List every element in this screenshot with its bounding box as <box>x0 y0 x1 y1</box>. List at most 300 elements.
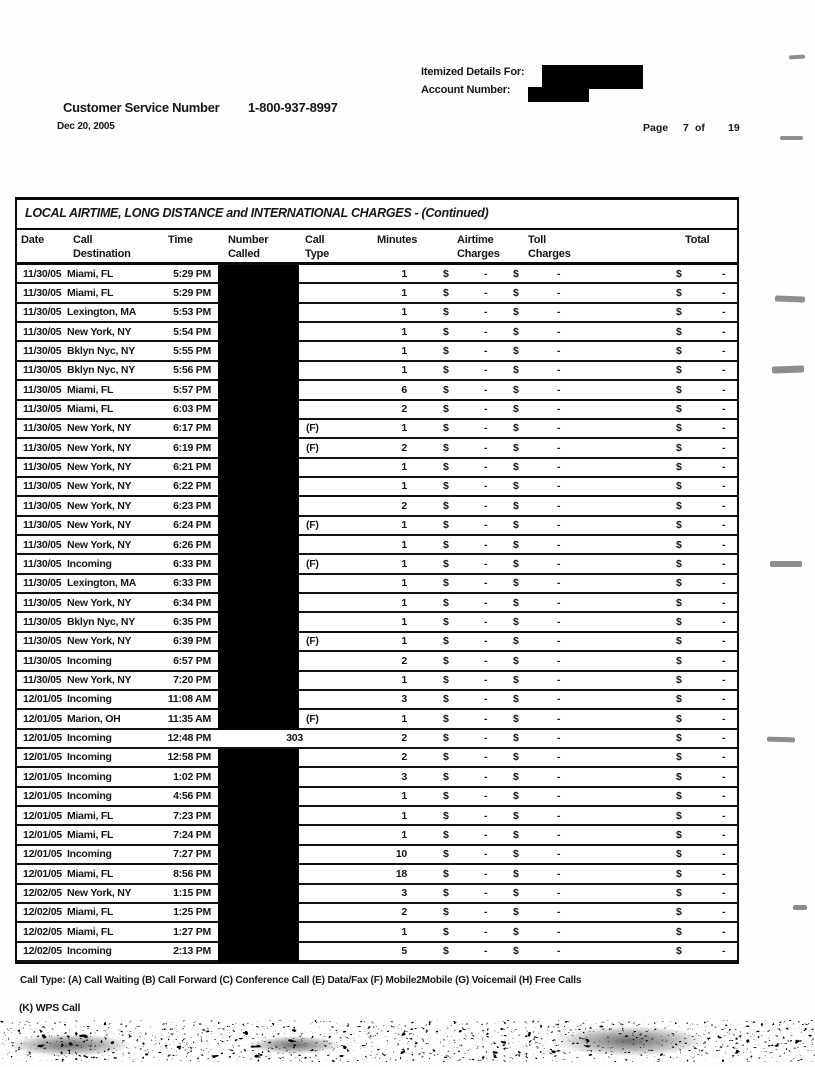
call-type-cell: (F) <box>306 422 319 435</box>
airtime-currency: $ <box>443 422 449 435</box>
total-currency: $ <box>676 344 682 357</box>
airtime-currency: $ <box>443 809 449 822</box>
destination-cell: Miami, FL <box>67 828 114 841</box>
scan-artifact <box>789 54 805 59</box>
total-currency: $ <box>676 557 682 570</box>
airtime-currency: $ <box>443 906 449 919</box>
minutes-cell: 1 <box>401 306 407 319</box>
time-cell: 6:23 PM <box>173 499 211 512</box>
time-cell: 6:17 PM <box>173 422 211 435</box>
date-cell: 11/30/05 <box>23 538 62 551</box>
total-amount: - <box>722 344 726 357</box>
time-cell: 6:33 PM <box>173 577 211 590</box>
minutes-cell: 1 <box>401 538 407 551</box>
scanner-noise-band <box>0 1014 815 1062</box>
col-header-number-line1: Number <box>228 234 269 246</box>
toll-currency: $ <box>513 925 519 938</box>
total-currency: $ <box>676 267 682 280</box>
total-currency: $ <box>676 441 682 454</box>
toll-amount: - <box>557 306 561 319</box>
minutes-cell: 2 <box>401 906 407 919</box>
airtime-amount: - <box>484 945 488 958</box>
destination-cell: New York, NY <box>67 538 132 551</box>
destination-cell: New York, NY <box>67 519 132 532</box>
toll-amount: - <box>557 519 561 532</box>
time-cell: 6:34 PM <box>173 596 211 609</box>
call-type-cell: (F) <box>306 635 319 648</box>
minutes-cell: 2 <box>401 751 407 764</box>
airtime-amount: - <box>484 267 488 280</box>
toll-currency: $ <box>513 461 519 474</box>
total-currency: $ <box>676 403 682 416</box>
col-header-time: Time <box>168 234 193 246</box>
total-amount: - <box>722 557 726 570</box>
total-amount: - <box>722 712 726 725</box>
toll-currency: $ <box>513 557 519 570</box>
customer-service-label: Customer Service Number <box>63 100 220 115</box>
toll-amount: - <box>557 751 561 764</box>
toll-amount: - <box>557 403 561 416</box>
table-row <box>17 478 737 497</box>
airtime-currency: $ <box>443 615 449 628</box>
toll-amount: - <box>557 441 561 454</box>
toll-amount: - <box>557 906 561 919</box>
time-cell: 7:23 PM <box>173 809 211 822</box>
date-cell: 11/30/05 <box>23 383 62 396</box>
toll-amount: - <box>557 925 561 938</box>
minutes-cell: 1 <box>401 635 407 648</box>
date-cell: 12/01/05 <box>23 809 62 822</box>
table-row <box>17 555 737 574</box>
time-cell: 5:56 PM <box>173 364 211 377</box>
destination-cell: Bklyn Nyc, NY <box>67 344 135 357</box>
minutes-cell: 1 <box>401 712 407 725</box>
total-amount: - <box>722 615 726 628</box>
toll-amount: - <box>557 693 561 706</box>
airtime-currency: $ <box>443 712 449 725</box>
date-cell: 11/30/05 <box>23 577 62 590</box>
total-currency: $ <box>676 770 682 783</box>
toll-amount: - <box>557 945 561 958</box>
scan-artifact <box>770 561 802 567</box>
airtime-currency: $ <box>443 945 449 958</box>
total-amount: - <box>722 422 726 435</box>
toll-currency: $ <box>513 306 519 319</box>
table-header-row <box>17 230 737 265</box>
date-cell: 12/01/05 <box>23 732 62 745</box>
toll-currency: $ <box>513 828 519 841</box>
wps-call-note: (K) WPS Call <box>19 1002 81 1014</box>
date-cell: 11/30/05 <box>23 674 62 687</box>
total-currency: $ <box>676 499 682 512</box>
destination-cell: Miami, FL <box>67 809 114 822</box>
date-cell: 11/30/05 <box>23 596 62 609</box>
toll-currency: $ <box>513 519 519 532</box>
destination-cell: Miami, FL <box>67 403 114 416</box>
airtime-amount: - <box>484 441 488 454</box>
airtime-currency: $ <box>443 693 449 706</box>
destination-cell: New York, NY <box>67 596 132 609</box>
destination-cell: Incoming <box>67 751 112 764</box>
total-currency: $ <box>676 674 682 687</box>
minutes-cell: 1 <box>401 828 407 841</box>
table-row <box>17 943 737 962</box>
destination-cell: New York, NY <box>67 461 132 474</box>
date-cell: 11/30/05 <box>23 325 62 338</box>
toll-currency: $ <box>513 364 519 377</box>
date-cell: 11/30/05 <box>23 403 62 416</box>
date-cell: 12/01/05 <box>23 790 62 803</box>
toll-currency: $ <box>513 577 519 590</box>
destination-cell: Miami, FL <box>67 906 114 919</box>
time-cell: 5:29 PM <box>173 286 211 299</box>
airtime-currency: $ <box>443 770 449 783</box>
time-cell: 6:39 PM <box>173 635 211 648</box>
destination-cell: Lexington, MA <box>67 306 137 319</box>
airtime-currency: $ <box>443 674 449 687</box>
minutes-cell: 3 <box>401 770 407 783</box>
total-amount: - <box>722 364 726 377</box>
call-type-cell: (F) <box>306 441 319 454</box>
destination-cell: Marion, OH <box>67 712 121 725</box>
table-row <box>17 788 737 807</box>
time-cell: 6:35 PM <box>173 615 211 628</box>
destination-cell: Incoming <box>67 654 112 667</box>
date-cell: 11/30/05 <box>23 286 62 299</box>
destination-cell: Miami, FL <box>67 925 114 938</box>
toll-amount: - <box>557 577 561 590</box>
number-called-cell: 303 <box>286 732 303 745</box>
total-amount: - <box>722 499 726 512</box>
airtime-currency: $ <box>443 519 449 532</box>
toll-currency: $ <box>513 422 519 435</box>
total-amount: - <box>722 674 726 687</box>
total-currency: $ <box>676 654 682 667</box>
minutes-cell: 1 <box>401 422 407 435</box>
table-row <box>17 652 737 671</box>
airtime-amount: - <box>484 925 488 938</box>
total-currency: $ <box>676 577 682 590</box>
airtime-currency: $ <box>443 344 449 357</box>
airtime-amount: - <box>484 557 488 570</box>
date-cell: 11/30/05 <box>23 480 62 493</box>
total-currency: $ <box>676 693 682 706</box>
time-cell: 12:58 PM <box>167 751 211 764</box>
time-cell: 5:53 PM <box>173 306 211 319</box>
table-row <box>17 401 737 420</box>
total-currency: $ <box>676 422 682 435</box>
scan-artifact <box>772 365 804 373</box>
toll-currency: $ <box>513 867 519 880</box>
toll-amount: - <box>557 325 561 338</box>
date-cell: 12/01/05 <box>23 770 62 783</box>
total-currency: $ <box>676 306 682 319</box>
minutes-cell: 1 <box>401 790 407 803</box>
destination-cell: Incoming <box>67 732 112 745</box>
toll-amount: - <box>557 267 561 280</box>
date-cell: 12/02/05 <box>23 887 62 899</box>
airtime-amount: - <box>484 635 488 648</box>
airtime-currency: $ <box>443 887 449 899</box>
airtime-amount: - <box>484 499 488 512</box>
col-header-toll-charges <box>528 234 571 261</box>
table-row <box>17 691 737 710</box>
toll-currency: $ <box>513 286 519 299</box>
total-currency: $ <box>676 286 682 299</box>
account-number-label: Account Number: <box>421 84 511 96</box>
total-amount: - <box>722 267 726 280</box>
noise-blob <box>10 1034 130 1056</box>
total-amount: - <box>722 577 726 590</box>
date-cell: 12/01/05 <box>23 867 62 880</box>
destination-cell: New York, NY <box>67 499 132 512</box>
col-header-destination-line1: Call <box>73 234 93 246</box>
toll-currency: $ <box>513 403 519 416</box>
time-cell: 2:13 PM <box>173 945 211 958</box>
table-row <box>17 923 737 942</box>
scan-artifact <box>793 905 807 910</box>
col-header-type-line2: Type <box>305 247 330 260</box>
toll-currency: $ <box>513 325 519 338</box>
table-row <box>17 342 737 361</box>
toll-amount: - <box>557 790 561 803</box>
toll-currency: $ <box>513 383 519 396</box>
date-cell: 11/30/05 <box>23 364 62 377</box>
col-header-destination <box>73 234 131 261</box>
toll-amount: - <box>557 674 561 687</box>
col-header-toll-line1: Toll <box>528 234 546 246</box>
date-cell: 11/30/05 <box>23 519 62 532</box>
time-cell: 11:08 AM <box>167 693 211 706</box>
call-type-cell: (F) <box>306 712 319 725</box>
time-cell: 7:27 PM <box>173 848 211 861</box>
date-cell: 11/30/05 <box>23 499 62 512</box>
itemized-details-label: Itemized Details For: <box>421 66 525 78</box>
call-type-legend: Call Type: (A) Call Waiting (B) Call Forward (C) Conference Call (E) Data/Fax (F) Mobile2Mobile (G) Voicemail (H) Free Calls <box>20 975 582 986</box>
destination-cell: New York, NY <box>67 635 132 648</box>
noise-blob <box>555 1026 705 1056</box>
date-cell: 11/30/05 <box>23 461 62 474</box>
time-cell: 12:48 PM <box>167 732 211 745</box>
airtime-amount: - <box>484 538 488 551</box>
scan-artifact <box>767 737 795 743</box>
airtime-currency: $ <box>443 732 449 745</box>
table-row <box>17 439 737 458</box>
destination-cell: Incoming <box>67 848 112 861</box>
col-header-minutes: Minutes <box>377 234 418 246</box>
minutes-cell: 2 <box>401 441 407 454</box>
airtime-amount: - <box>484 906 488 919</box>
destination-cell: Incoming <box>67 790 112 803</box>
toll-currency: $ <box>513 809 519 822</box>
date-cell: 11/30/05 <box>23 615 62 628</box>
minutes-cell: 1 <box>401 674 407 687</box>
time-cell: 6:26 PM <box>173 538 211 551</box>
date-cell: 12/02/05 <box>23 906 62 919</box>
time-cell: 5:29 PM <box>173 267 211 280</box>
airtime-currency: $ <box>443 596 449 609</box>
airtime-amount: - <box>484 693 488 706</box>
total-currency: $ <box>676 848 682 861</box>
total-currency: $ <box>676 790 682 803</box>
minutes-cell: 2 <box>401 499 407 512</box>
total-amount: - <box>722 325 726 338</box>
airtime-currency: $ <box>443 441 449 454</box>
total-amount: - <box>722 828 726 841</box>
airtime-currency: $ <box>443 461 449 474</box>
airtime-amount: - <box>484 654 488 667</box>
toll-currency: $ <box>513 538 519 551</box>
minutes-cell: 1 <box>401 519 407 532</box>
time-cell: 6:03 PM <box>173 403 211 416</box>
table-row <box>17 672 737 691</box>
toll-amount: - <box>557 461 561 474</box>
toll-amount: - <box>557 848 561 861</box>
toll-amount: - <box>557 615 561 628</box>
col-header-toll-line2: Charges <box>528 247 571 260</box>
table-row <box>17 865 737 884</box>
toll-currency: $ <box>513 480 519 493</box>
total-currency: $ <box>676 364 682 377</box>
airtime-currency: $ <box>443 790 449 803</box>
airtime-currency: $ <box>443 751 449 764</box>
date-cell: 12/01/05 <box>23 848 62 861</box>
airtime-amount: - <box>484 519 488 532</box>
toll-currency: $ <box>513 615 519 628</box>
toll-amount: - <box>557 770 561 783</box>
table-row <box>17 826 737 845</box>
total-amount: - <box>722 867 726 880</box>
airtime-currency: $ <box>443 403 449 416</box>
minutes-cell: 1 <box>401 480 407 493</box>
airtime-amount: - <box>484 596 488 609</box>
time-cell: 8:56 PM <box>173 867 211 880</box>
date-cell: 11/30/05 <box>23 422 62 435</box>
minutes-cell: 1 <box>401 809 407 822</box>
minutes-cell: 3 <box>401 693 407 706</box>
toll-currency: $ <box>513 499 519 512</box>
time-cell: 1:25 PM <box>173 906 211 919</box>
toll-currency: $ <box>513 596 519 609</box>
total-currency: $ <box>676 461 682 474</box>
toll-amount: - <box>557 364 561 377</box>
total-amount: - <box>722 461 726 474</box>
destination-cell: New York, NY <box>67 887 132 899</box>
minutes-cell: 1 <box>401 267 407 280</box>
toll-currency: $ <box>513 712 519 725</box>
table-row <box>17 517 737 536</box>
destination-cell: Incoming <box>67 770 112 783</box>
minutes-cell: 2 <box>401 403 407 416</box>
time-cell: 6:33 PM <box>173 557 211 570</box>
destination-cell: Miami, FL <box>67 286 114 299</box>
toll-amount: - <box>557 538 561 551</box>
date-cell: 12/01/05 <box>23 751 62 764</box>
toll-currency: $ <box>513 635 519 648</box>
airtime-currency: $ <box>443 867 449 880</box>
table-row <box>17 304 737 323</box>
total-amount: - <box>722 519 726 532</box>
total-currency: $ <box>676 906 682 919</box>
total-amount: - <box>722 732 726 745</box>
total-currency: $ <box>676 519 682 532</box>
table-row <box>17 497 737 516</box>
toll-amount: - <box>557 887 561 899</box>
toll-amount: - <box>557 828 561 841</box>
toll-currency: $ <box>513 751 519 764</box>
airtime-amount: - <box>484 732 488 745</box>
total-currency: $ <box>676 480 682 493</box>
redaction-box-customer-name <box>542 65 643 89</box>
table-row <box>17 749 737 768</box>
redaction-box-numbers-lower <box>218 749 299 962</box>
minutes-cell: 1 <box>401 596 407 609</box>
destination-cell: Incoming <box>67 693 112 706</box>
airtime-amount: - <box>484 809 488 822</box>
toll-amount: - <box>557 596 561 609</box>
toll-currency: $ <box>513 693 519 706</box>
time-cell: 6:57 PM <box>173 654 211 667</box>
airtime-amount: - <box>484 383 488 396</box>
airtime-currency: $ <box>443 538 449 551</box>
destination-cell: Miami, FL <box>67 867 114 880</box>
table-row <box>17 904 737 923</box>
date-cell: 12/01/05 <box>23 712 62 725</box>
toll-amount: - <box>557 809 561 822</box>
date-cell: 11/30/05 <box>23 344 62 357</box>
total-amount: - <box>722 403 726 416</box>
total-amount: - <box>722 538 726 551</box>
customer-service-number: 1-800-937-8997 <box>248 100 338 115</box>
total-amount: - <box>722 809 726 822</box>
destination-cell: New York, NY <box>67 480 132 493</box>
date-cell: 12/02/05 <box>23 925 62 938</box>
airtime-currency: $ <box>443 848 449 861</box>
date-cell: 11/30/05 <box>23 654 62 667</box>
minutes-cell: 1 <box>401 925 407 938</box>
noise-blob <box>250 1036 340 1054</box>
minutes-cell: 1 <box>401 325 407 338</box>
airtime-currency: $ <box>443 499 449 512</box>
airtime-amount: - <box>484 770 488 783</box>
toll-amount: - <box>557 557 561 570</box>
col-header-airtime-line2: Charges <box>457 247 500 260</box>
table-row <box>17 459 737 478</box>
time-cell: 11:35 AM <box>167 712 211 725</box>
redaction-box-numbers-upper <box>218 265 299 730</box>
time-cell: 1:15 PM <box>173 887 211 899</box>
minutes-cell: 2 <box>401 732 407 745</box>
date-cell: 11/30/05 <box>23 557 62 570</box>
toll-amount: - <box>557 732 561 745</box>
table-title: LOCAL AIRTIME, LONG DISTANCE and INTERNATIONAL CHARGES - (Continued) <box>17 200 737 230</box>
total-currency: $ <box>676 635 682 648</box>
total-amount: - <box>722 770 726 783</box>
airtime-amount: - <box>484 344 488 357</box>
total-currency: $ <box>676 325 682 338</box>
total-amount: - <box>722 925 726 938</box>
time-cell: 1:02 PM <box>173 770 211 783</box>
col-header-total: Total <box>685 234 710 246</box>
date-cell: 11/30/05 <box>23 635 62 648</box>
table-row <box>17 613 737 632</box>
time-cell: 5:55 PM <box>173 344 211 357</box>
table-row <box>17 885 737 904</box>
airtime-currency: $ <box>443 654 449 667</box>
destination-cell: Lexington, MA <box>67 577 137 590</box>
total-currency: $ <box>676 887 682 899</box>
charges-table <box>15 197 739 964</box>
